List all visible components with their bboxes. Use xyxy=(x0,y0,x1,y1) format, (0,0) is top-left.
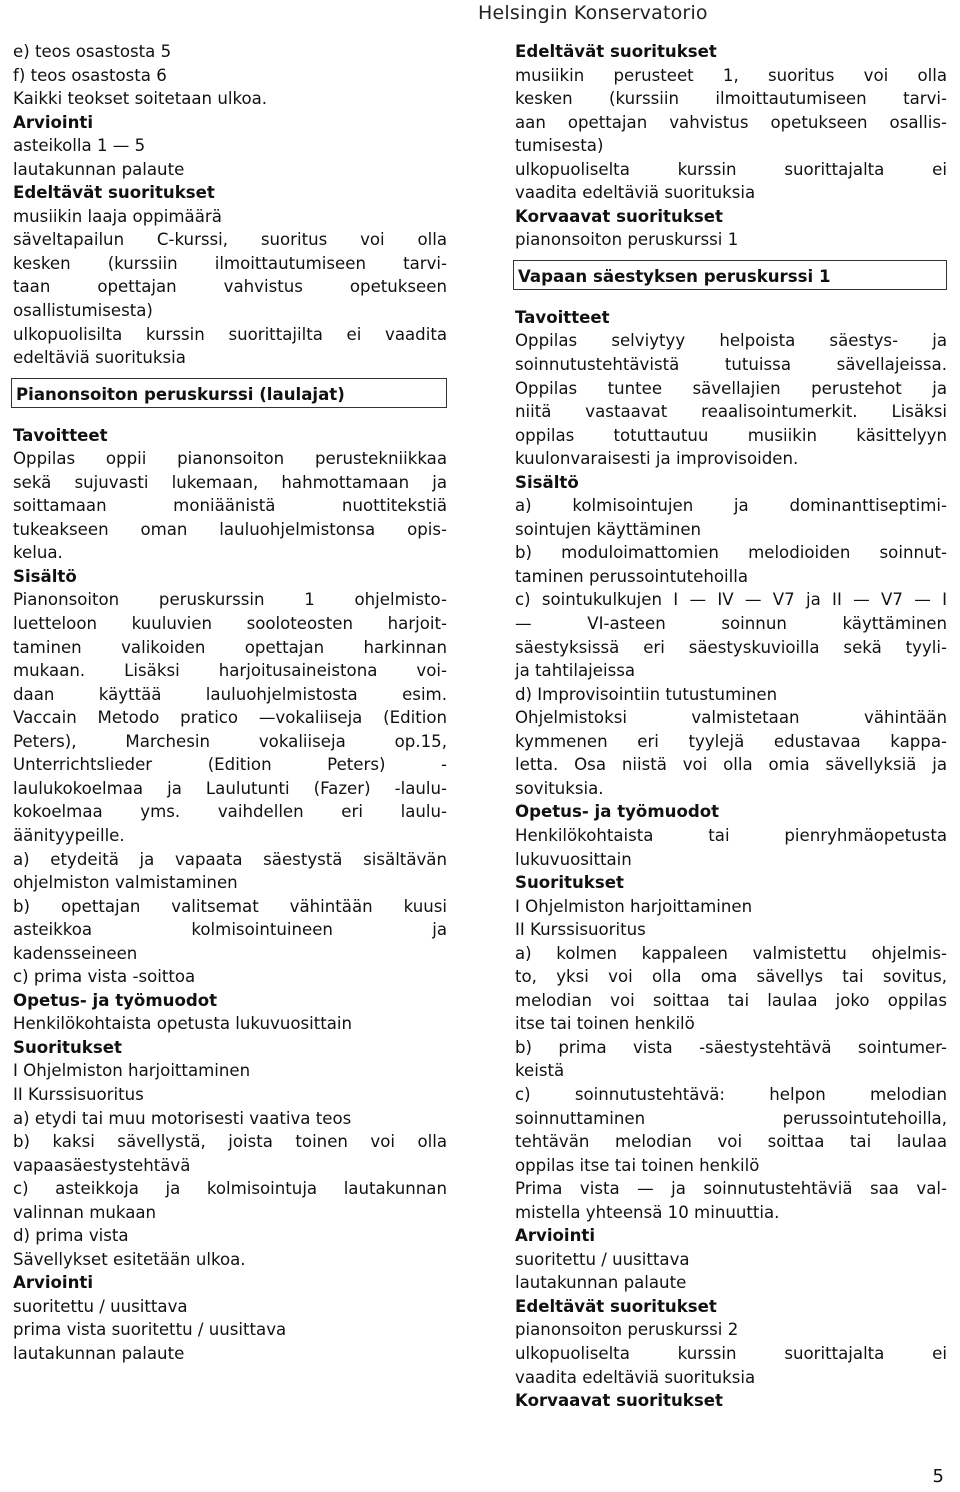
text-line: kymmenen eri tyylejä edustavaa kappa- xyxy=(515,731,947,751)
text-line: b) opettajan valitsemat vähintään kuusi xyxy=(13,896,447,916)
text-line: luetteloon kuuluvien sooloteosten harjoit- xyxy=(13,614,447,634)
text-line: Henkilökohtaista opetusta lukuvuosittain xyxy=(13,1014,353,1034)
text-line: a) kolmisointujen ja dominanttiseptimi- xyxy=(515,496,947,516)
text-line: tehtävän melodian voi soittaa tai laulaa xyxy=(515,1132,947,1152)
text-line: äänityypeille. xyxy=(13,825,125,845)
text-line: oppilas itse tai toinen henkilö xyxy=(515,1155,760,1175)
text-line: d) Improvisointiin tutustuminen xyxy=(515,684,778,704)
text-line: I Ohjelmiston harjoittaminen xyxy=(515,896,753,916)
text-line: kesken (kurssiin ilmoittautumiseen tarvi- xyxy=(515,89,947,109)
text-line: tukeakseen oman lauluohjelmistonsa opis- xyxy=(13,519,447,539)
text-line: lautakunnan palaute xyxy=(515,1273,687,1293)
section-heading: Edeltävät suoritukset xyxy=(515,1296,717,1316)
text-line: musiikin laaja oppimäärä xyxy=(13,206,222,226)
section-heading: Tavoitteet xyxy=(515,307,610,327)
text-line: I Ohjelmiston harjoittaminen xyxy=(13,1061,251,1081)
text-line: Ohjelmistoksi valmistetaan vähintään xyxy=(515,708,947,728)
text-line: kesken (kurssiin ilmoittautumiseen tarvi- xyxy=(13,253,447,273)
text-line: a) etydi tai muu motorisesti vaativa teos xyxy=(13,1108,352,1128)
text-line: Prima vista — ja soinnutustehtäviä saa val- xyxy=(515,1179,947,1199)
text-line: säestyksissä eri säestyskuvioilla sekä tyyli- xyxy=(515,637,947,657)
left-column xyxy=(13,40,447,1366)
text-line: b) moduloimattomien melodioiden soinnut- xyxy=(515,543,947,563)
section-heading: Suoritukset xyxy=(515,873,624,893)
text-line: melodian voi soittaa tai laulaa joko oppilas xyxy=(515,990,947,1010)
text-line: Kaikki teokset soitetaan ulkoa. xyxy=(13,89,268,109)
text-line: kokoelmaa yms. vaihdellen eri laulu- xyxy=(13,802,447,822)
text-line: vaadita edeltäviä suorituksia xyxy=(515,1367,756,1387)
section-heading: Edeltävät suoritukset xyxy=(515,42,717,61)
text-line: taan opettajan vahvistus opetukseen xyxy=(13,277,447,297)
text-line: lautakunnan palaute xyxy=(13,1343,185,1363)
text-line: musiikin perusteet 1, suoritus voi olla xyxy=(515,65,947,85)
section-heading: Sisältö xyxy=(515,472,579,492)
text-line: oppilas totuttautuu musiikin käsittelyyn xyxy=(515,425,947,445)
text-line: ohjelmiston valmistaminen xyxy=(13,873,238,893)
text-line: lukuvuosittain xyxy=(515,849,632,869)
section-heading: Opetus- ja työmuodot xyxy=(13,990,218,1010)
section-heading: Korvaavat suoritukset xyxy=(515,206,723,226)
text-line: asteikkoa kolmisointuineen ja xyxy=(13,920,447,940)
text-line: a) kolmen kappaleen valmistettu ohjelmis- xyxy=(515,943,947,963)
text-line: pianonsoiton peruskurssi 1 xyxy=(515,230,739,250)
text-line: Unterrichtslieder (Edition Peters) - xyxy=(13,755,447,775)
text-line: c) prima vista -soittoa xyxy=(13,967,196,987)
text-line: daan käyttää lauluohjelmistosta esim. xyxy=(13,684,447,704)
text-line: c) soinnutustehtävä: helpon melodian xyxy=(515,1084,947,1104)
text-line: b) prima vista -säestystehtävä sointumer- xyxy=(515,1037,947,1057)
section-heading: Tavoitteet xyxy=(13,425,108,445)
text-line: suoritettu / uusittava xyxy=(13,1296,188,1316)
text-line: taminen valikoiden opettajan harkinnan xyxy=(13,637,447,657)
text-line: tumisesta) xyxy=(515,136,604,156)
course-title-box: Vapaan säestyksen peruskurssi 1 xyxy=(513,260,947,290)
text-line: Oppilas tuntee sävellajien perustehot ja xyxy=(515,378,947,398)
text-line: sointujen käyttäminen xyxy=(515,519,702,539)
text-line: Sävellykset esitetään ulkoa. xyxy=(13,1249,246,1269)
text-line: osallistumisesta) xyxy=(13,301,153,321)
section-heading: Arviointi xyxy=(13,1273,94,1293)
section-heading: Suoritukset xyxy=(13,1037,122,1057)
text-line: Henkilökohtaista tai pienryhmäopetusta xyxy=(515,825,947,845)
text-line: aan opettajan vahvistus opetukseen osallis- xyxy=(515,112,947,132)
text-line: edeltäviä suorituksia xyxy=(13,348,186,368)
text-line: sekä sujuvasti lukemaan, hahmottamaan ja xyxy=(13,472,447,492)
section-heading: Edeltävät suoritukset xyxy=(13,183,215,203)
text-line: b) kaksi sävellystä, joista toinen voi olla xyxy=(13,1132,447,1152)
section-heading: Arviointi xyxy=(515,1226,596,1246)
text-line: soinnutustehtävistä tutuissa sävellajeissa. xyxy=(515,355,947,375)
text-line: säveltapailun C-kurssi, suoritus voi olla xyxy=(13,230,447,250)
page-number: 5 xyxy=(932,1466,944,1487)
text-line: soinnuttaminen perussointutehoilla, xyxy=(515,1108,947,1128)
text-line: c) asteikkoja ja kolmisointuja lautakunnan xyxy=(13,1179,447,1199)
text-line: kadensseineen xyxy=(13,943,138,963)
section-heading: Opetus- ja työmuodot xyxy=(515,802,720,822)
text-line: II Kurssisuoritus xyxy=(13,1084,144,1104)
text-line: keistä xyxy=(515,1061,565,1081)
right-column xyxy=(515,40,947,1413)
text-line: lautakunnan palaute xyxy=(13,159,185,179)
text-line: letta. Osa niistä voi olla omia sävellyksiä ja xyxy=(515,755,947,775)
text-line: mukaan. Lisäksi harjoitusaineistona voi- xyxy=(13,661,447,681)
text-line: Vaccain Metodo pratico —vokaliiseja (Edition xyxy=(13,708,447,728)
text-line: pianonsoiton peruskurssi 2 xyxy=(515,1320,739,1340)
text-line: vaadita edeltäviä suorituksia xyxy=(515,183,756,203)
text-line: Oppilas oppii pianonsoiton perustekniikkaa xyxy=(13,449,447,469)
text-line: niitä vastaavat reaalisointumerkit. Lisäksi xyxy=(515,402,947,422)
text-line: suoritettu / uusittava xyxy=(515,1249,690,1269)
text-line: valinnan mukaan xyxy=(13,1202,157,1222)
section-heading: Sisältö xyxy=(13,566,77,586)
text-line: ulkopuoliselta kurssin suorittajalta ei xyxy=(515,159,947,179)
text-line: a) etydeitä ja vapaata säestystä sisältävän xyxy=(13,849,447,869)
text-line: d) prima vista xyxy=(13,1226,129,1246)
text-line: itse tai toinen henkilö xyxy=(515,1014,695,1034)
text-line: ulkopuoliselta kurssin suorittajalta ei xyxy=(515,1343,947,1363)
section-heading: Korvaavat suoritukset xyxy=(515,1391,723,1411)
text-line: Peters), Marchesin vokaliiseja op.15, xyxy=(13,731,447,751)
text-line: taminen perussointutehoilla xyxy=(515,566,749,586)
text-line: mistella yhteensä 10 minuuttia. xyxy=(515,1202,780,1222)
text-line: to, yksi voi olla oma sävellys tai sovitus, xyxy=(515,967,947,987)
course-title-box: Pianonsoiton peruskurssi (laulajat) xyxy=(11,378,447,408)
text-line: Oppilas selviytyy helpoista säestys- ja xyxy=(515,331,947,351)
text-line: prima vista suoritettu / uusittava xyxy=(13,1320,287,1340)
text-line: kelua. xyxy=(13,543,63,563)
text-line: sovituksia. xyxy=(515,778,604,798)
text-line: vapaasäestystehtävä xyxy=(13,1155,191,1175)
header-title: Helsingin Konservatorio xyxy=(478,2,708,24)
text-line: e) teos osastosta 5 xyxy=(13,42,172,61)
text-line: Pianonsoiton peruskurssin 1 ohjelmisto- xyxy=(13,590,447,610)
text-line: II Kurssisuoritus xyxy=(515,920,646,940)
text-line: f) teos osastosta 6 xyxy=(13,65,167,85)
text-line: ja tahtilajeissa xyxy=(515,661,636,681)
text-line: ulkopuolisilta kurssin suorittajilta ei vaadita xyxy=(13,324,447,344)
page-header xyxy=(0,2,960,24)
text-line: soittamaan moniäänistä nuottitekstiä xyxy=(13,496,447,516)
section-heading: Arviointi xyxy=(13,112,94,132)
text-line: — VI-asteen soinnun käyttäminen xyxy=(515,614,947,634)
text-line: kuulonvaraisesti ja improvisoiden. xyxy=(515,449,799,469)
text-line: c) sointukulkujen I — IV — V7 ja II — V7 — I xyxy=(515,590,947,610)
text-line: asteikolla 1 — 5 xyxy=(13,136,146,156)
text-line: laulukokoelmaa ja Laulutunti (Fazer) -laulu- xyxy=(13,778,447,798)
